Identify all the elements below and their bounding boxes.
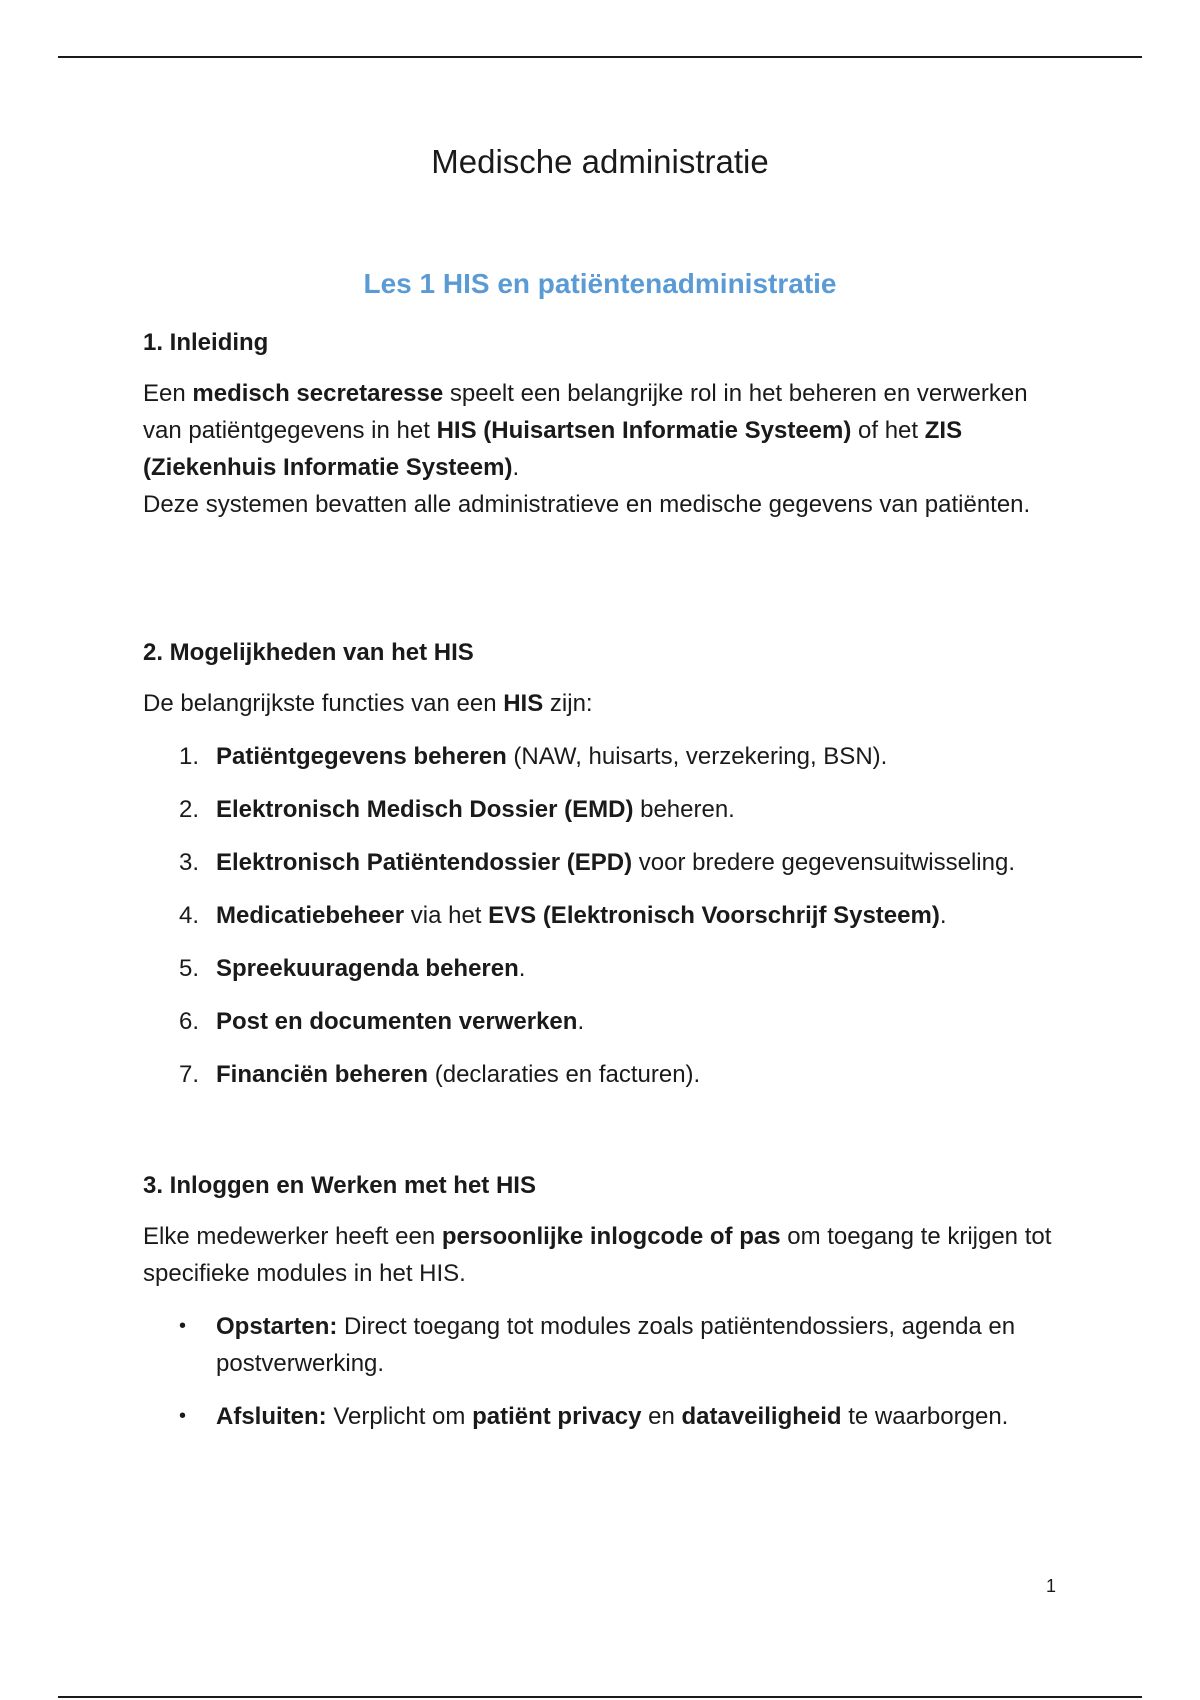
text: .	[577, 1008, 585, 1035]
list-item	[143, 791, 1063, 828]
text: beheren.	[633, 796, 735, 823]
bold-text: medisch secretaresse	[192, 380, 444, 407]
function-list	[143, 738, 1063, 1093]
text: Elke medewerker heeft een	[143, 1223, 442, 1250]
text: De belangrijkste functies van een	[143, 690, 504, 717]
section-mogelijkheden	[143, 634, 1063, 1093]
list-number: 2.	[179, 796, 200, 823]
bold-text: Elektronisch Patiëntendossier (EPD)	[216, 849, 633, 876]
text: te waarborgen.	[841, 1403, 1009, 1430]
paragraph	[143, 1218, 1063, 1292]
text: speelt een belangrijke rol in het beheren en verwerken van patiëntgegevens in het	[143, 380, 1028, 444]
bold-text: Afsluiten:	[216, 1403, 327, 1430]
list-number: 1.	[179, 743, 200, 770]
list-number: 6.	[179, 1008, 200, 1035]
text: (declaraties en facturen).	[428, 1061, 701, 1088]
paragraph	[143, 375, 1063, 486]
bold-text: HIS (Huisartsen Informatie Systeem)	[436, 417, 852, 444]
section-heading: 3. Inloggen en Werken met het HIS	[143, 1172, 536, 1199]
bold-text: patiënt privacy	[472, 1403, 642, 1430]
bold-text: EVS (Elektronisch Voorschrijf Systeem)	[488, 902, 940, 929]
bullet-icon: •	[179, 1315, 187, 1337]
document-title: Medische administratie	[431, 143, 769, 180]
list-number: 7.	[179, 1061, 200, 1088]
bold-text: Elektronisch Medisch Dossier (EMD)	[216, 796, 634, 823]
list-item	[143, 1056, 1063, 1093]
text: Verplicht om	[326, 1403, 473, 1430]
text: Een	[143, 380, 193, 407]
paragraph	[143, 685, 1063, 722]
list-item	[143, 844, 1063, 881]
bold-text: persoonlijke inlogcode of pas	[441, 1223, 781, 1250]
bullet-icon: •	[179, 1405, 187, 1427]
bullet-list	[143, 1308, 1063, 1435]
text: .	[512, 454, 520, 481]
list-item	[143, 950, 1063, 987]
list-item	[143, 1003, 1063, 1040]
bold-text: Opstarten:	[216, 1313, 338, 1340]
list-item	[143, 897, 1063, 934]
bullet-item	[143, 1308, 1063, 1382]
list-number: 3.	[179, 849, 200, 876]
text: .	[518, 955, 526, 982]
text: zijn:	[543, 690, 593, 717]
list-number: 4.	[179, 902, 200, 929]
text: om toegang te krijgen tot specifieke modules in het HIS.	[143, 1223, 1052, 1287]
page-number: 1	[1046, 1576, 1057, 1596]
text: .	[939, 902, 947, 929]
text: (NAW, huisarts, verzekering, BSN).	[506, 743, 888, 770]
section-heading: 2. Mogelijkheden van het HIS	[143, 639, 474, 666]
bold-text: Post en documenten verwerken	[216, 1008, 578, 1035]
bold-text: Spreekuuragenda beheren	[216, 955, 519, 982]
bold-text: Patiëntgegevens beheren	[216, 743, 507, 770]
section-inleiding	[143, 324, 1063, 523]
list-number: 5.	[179, 955, 200, 982]
section-inloggen	[143, 1167, 1063, 1435]
text: voor bredere gegevensuitwisseling.	[632, 849, 1015, 876]
text: via het	[404, 902, 489, 929]
text: of het	[851, 417, 925, 444]
footer-rule	[58, 1696, 1142, 1698]
bold-text: Medicatiebeheer	[216, 902, 405, 929]
list-item	[143, 738, 1063, 775]
bold-text: HIS	[503, 690, 544, 717]
section-heading: 1. Inleiding	[143, 329, 269, 356]
bullet-item	[143, 1398, 1063, 1435]
lesson-title: Les 1 HIS en patiëntenadministratie	[363, 268, 837, 299]
header-rule	[58, 56, 1142, 58]
bold-text: ZIS (Ziekenhuis Informatie Systeem)	[143, 417, 963, 481]
paragraph: Deze systemen bevatten alle administratieve en medische gegevens van patiënten.	[143, 491, 1031, 518]
bold-text: Financiën beheren	[216, 1061, 429, 1088]
text: Direct toegang tot modules zoals patiëntendossiers, agenda en postverwerking.	[216, 1313, 1016, 1377]
text: en	[641, 1403, 682, 1430]
bold-text: dataveiligheid	[681, 1403, 842, 1430]
